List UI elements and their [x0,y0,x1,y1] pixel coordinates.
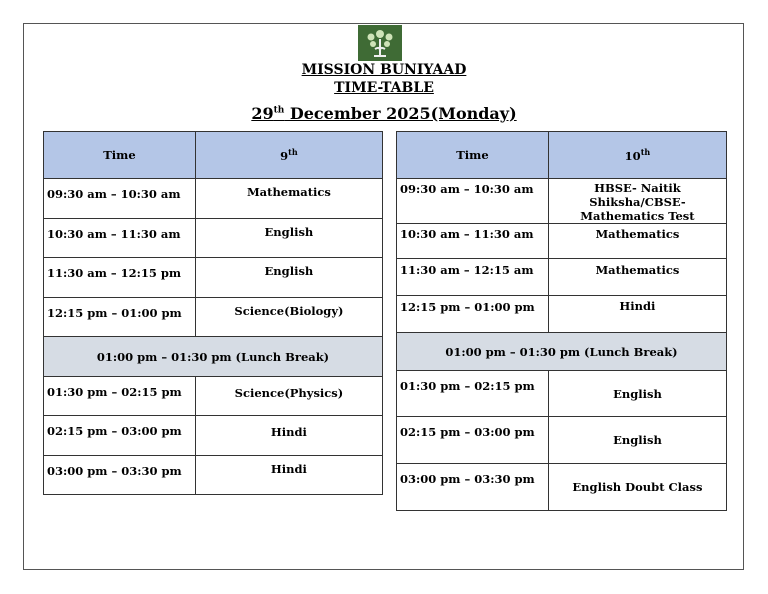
table-header-row [397,132,727,179]
date-heading [0,104,768,123]
time-cell: 12:15 pm – 01:00 pm [397,296,549,333]
lunch-cell: 01:00 pm – 01:30 pm (Lunch Break) [397,333,727,371]
class-header [195,132,382,179]
subject-cell: English [195,258,382,298]
lunch-row [397,333,727,371]
table-row [44,258,383,298]
time-cell: 10:30 am – 11:30 am [397,224,549,259]
tree-logo-icon [358,25,402,61]
table-row [44,377,383,416]
time-cell: 12:15 pm – 01:00 pm [44,298,196,337]
subject-cell: English [548,417,726,464]
subject-cell: HBSE- Naitik Shiksha/CBSE-Mathematics Test [548,179,726,224]
subject-cell: Mathematics [195,179,382,219]
time-cell: 11:30 am – 12:15 am [397,259,549,296]
time-cell: 10:30 am – 11:30 am [44,219,196,258]
table-row [44,298,383,337]
subject-cell: Science(Physics) [195,377,382,416]
table-row [44,179,383,219]
class9-timetable [43,131,383,495]
time-cell: 01:30 pm – 02:15 pm [44,377,196,416]
time-cell: 11:30 am – 12:15 pm [44,258,196,298]
subject-cell: English [195,219,382,258]
table-row [44,456,383,495]
time-cell: 03:00 pm – 03:30 pm [44,456,196,495]
lunch-cell: 01:00 pm – 01:30 pm (Lunch Break) [44,337,383,377]
class-suffix: th [288,147,298,158]
subject-cell: English [548,371,726,417]
lunch-row [44,337,383,377]
subject-cell: English Doubt Class [548,464,726,511]
time-cell: 09:30 am – 10:30 am [397,179,549,224]
table-header-row [44,132,383,179]
page-subtitle: TIME-TABLE [334,80,434,96]
date-day: 29 [251,104,274,123]
table-row [397,259,727,296]
table-row [397,417,727,464]
date-rest: December 2025(Monday) [284,104,517,123]
class-number: 9 [280,148,289,163]
table-row [397,296,727,333]
table-row [397,224,727,259]
subject-cell: Science(Biology) [195,298,382,337]
time-cell: 09:30 am – 10:30 am [44,179,196,219]
table-row [397,179,727,224]
class10-timetable [396,131,727,511]
time-cell: 03:00 pm – 03:30 pm [397,464,549,511]
org-title: MISSION BUNIYAAD [301,62,467,78]
class-suffix: th [640,147,651,158]
table-row [397,464,727,511]
subject-cell: Mathematics [548,259,726,296]
class-number: 10 [624,148,641,163]
time-cell: 01:30 pm – 02:15 pm [397,371,549,417]
subject-cell: Hindi [548,296,726,333]
subject-cell: Hindi [195,416,382,456]
time-header: Time [44,132,196,179]
time-cell: 02:15 pm – 03:00 pm [397,417,549,464]
table-row [44,219,383,258]
class-header [548,132,726,179]
time-cell: 02:15 pm – 03:00 pm [44,416,196,456]
table-row [44,416,383,456]
subject-cell: Mathematics [548,224,726,259]
time-header: Time [397,132,549,179]
subject-cell: Hindi [195,456,382,495]
date-suffix: th [273,105,285,116]
table-row [397,371,727,417]
